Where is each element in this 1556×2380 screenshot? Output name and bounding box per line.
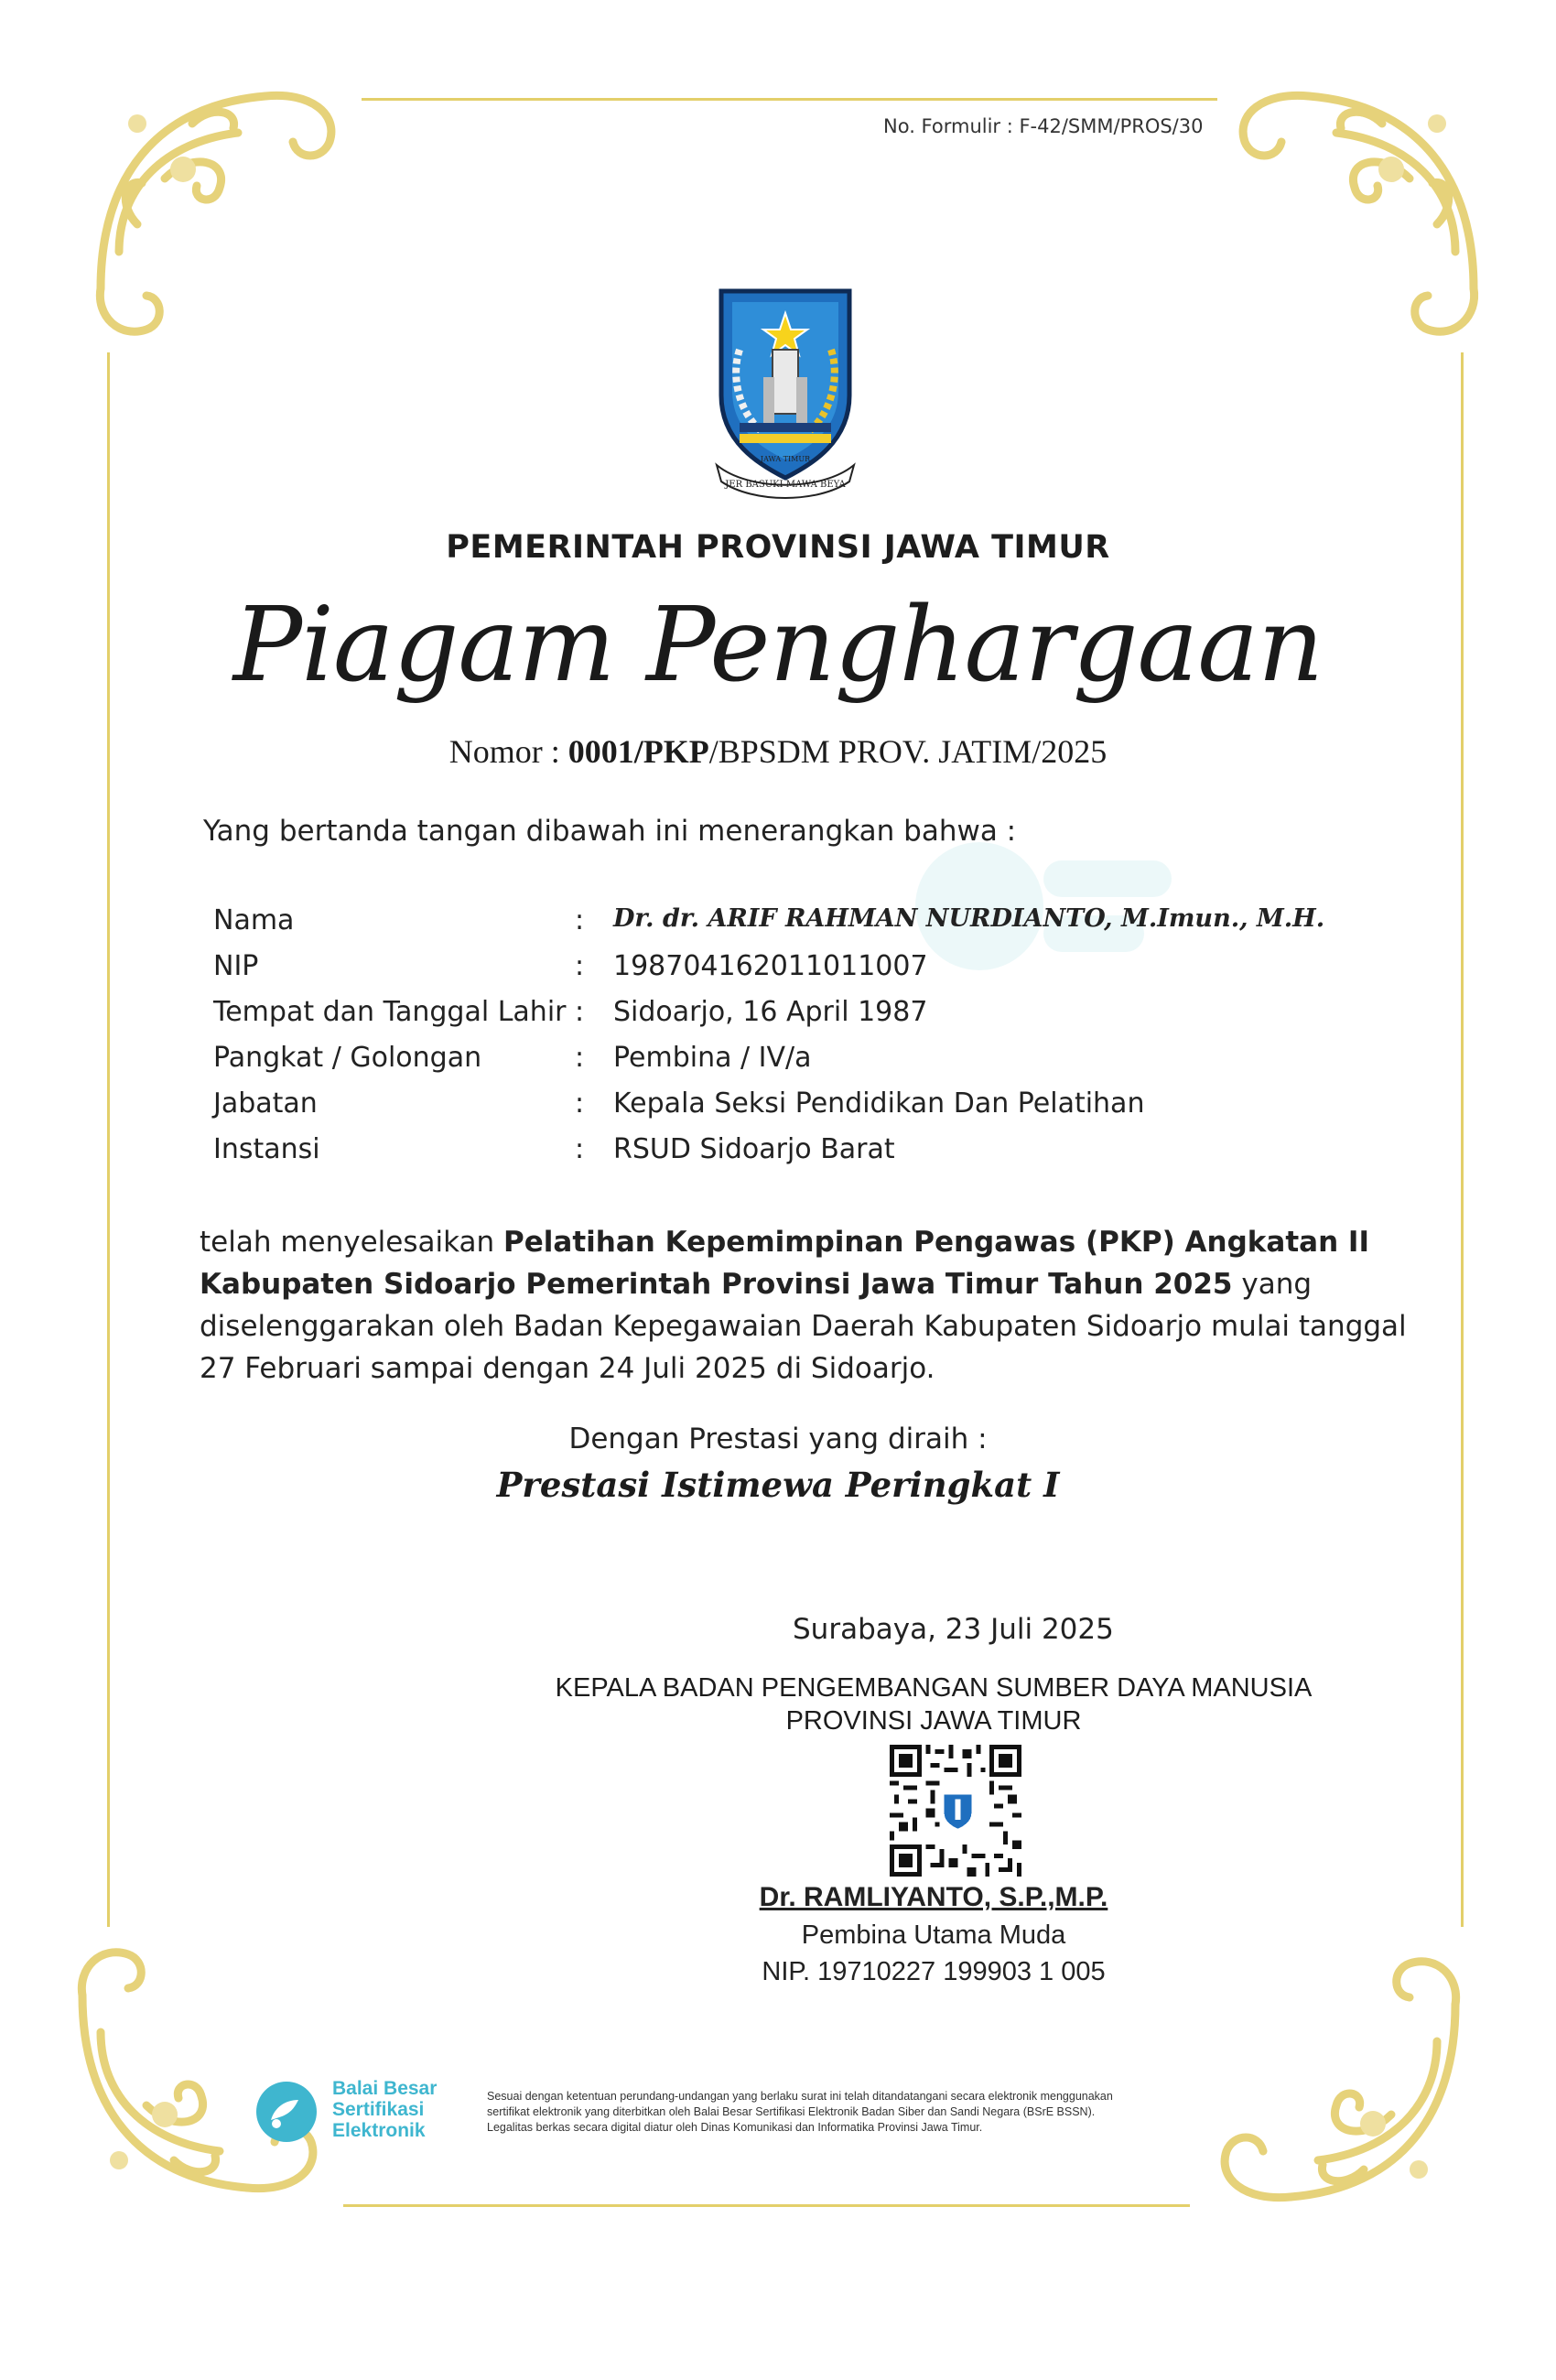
number-value-rest: /BPSDM PROV. JATIM/2025 [708,733,1108,770]
field-label: Tempat dan Tanggal Lahir [213,996,567,1028]
electronic-signature-note [487,2089,1311,2136]
statement-part1: telah menyelesaikan [200,1226,504,1259]
east-java-provincial-emblem-icon [712,286,859,503]
certificate-number [0,732,1556,771]
field-value: RSUD Sidoarjo Barat [613,1133,895,1165]
field-row-nip [213,950,1403,989]
field-label: NIP [213,950,259,982]
field-colon: : [575,1133,585,1165]
intro-statement: Yang bertanda tangan dibawah ini menerangkan bahwa : [203,815,1017,848]
field-colon: : [575,996,585,1028]
emblem-label: JAWA TIMUR [760,455,811,463]
achievement-value: Prestasi Istimewa Peringkat I [496,1465,1060,1505]
signatory-title [513,1671,1355,1737]
form-number: No. Formulir : F-42/SMM/PROS/30 [883,115,1204,137]
frame-top-line [362,98,1217,101]
signatory-nip: NIP. 19710227 199903 1 005 [762,1957,1106,1986]
emblem-motto: JER BASUKI MAWA BEYA [725,480,846,490]
field-value: Sidoarjo, 16 April 1987 [613,996,928,1028]
corner-ornament-bottom-left [64,1941,339,2215]
place-date: Surabaya, 23 Juli 2025 [793,1613,1114,1646]
field-row-nama [213,904,1403,943]
field-value: Pembina / IV/a [613,1042,812,1074]
field-row-rank [213,1042,1403,1080]
statement-training-name: Pelatihan Kepemimpinan Pengawas (PKP) Angkatan II Kabupaten Sidoarjo Pemerintah Provinsi Jawa Timur Tahun 2025 [200,1226,1370,1301]
note-line2: sertifikat elektronik yang diterbitkan oleh Balai Besar Sertifikasi Elektronik Badan Siber dan Sandi Negara (BSrE BSSN). [487,2105,1096,2118]
signatory-name: Dr. RAMLIYANTO, S.P.,M.P. [759,1882,1108,1912]
note-line1: Sesuai dengan ketentuan perundang-undangan yang berlaku surat ini telah ditandatangani secara elektronik menggunakan [487,2090,1113,2103]
qr-code-icon[interactable] [890,1745,1021,1877]
field-row-institution [213,1133,1403,1172]
field-label: Pangkat / Golongan [213,1042,482,1074]
field-colon: : [575,1087,585,1120]
signatory-title-line2: PROVINSI JAWA TIMUR [785,1706,1082,1736]
bsre-logo-icon [254,2080,319,2144]
corner-ornament-top-right [1217,69,1492,343]
corner-ornament-bottom-right [1199,1950,1474,2224]
field-colon: : [575,904,585,936]
signatory-title-line1: KEPALA BADAN PENGEMBANGAN SUMBER DAYA MANUSIA [555,1673,1313,1703]
certificate-title: Piagam Penghargaan [232,586,1324,705]
government-heading: PEMERINTAH PROVINSI JAWA TIMUR [446,529,1110,566]
field-colon: : [575,950,585,982]
completion-statement [200,1221,1408,1390]
corner-ornament-top-left [82,69,357,343]
bsre-name-line2: Sertifikasi [332,2099,425,2120]
frame-bottom-line [343,2204,1190,2207]
bsre-name-line3: Elektronik [332,2120,426,2141]
field-value: Kepala Seksi Pendidikan Dan Pelatihan [613,1087,1145,1120]
achievement-label: Dengan Prestasi yang diraih : [568,1423,988,1455]
number-value-bold: 0001/PKP [567,733,709,770]
number-label: Nomor : [448,733,560,770]
field-value: 198704162011011007 [613,950,928,982]
field-label: Jabatan [213,1087,318,1120]
field-label: Instansi [213,1133,320,1165]
note-line3: Legalitas berkas secara digital diatur oleh Dinas Komunikasi dan Informatika Provinsi Jawa Timur. [487,2121,983,2134]
field-row-position [213,1087,1403,1126]
signatory-rank: Pembina Utama Muda [801,1920,1066,1950]
bsre-name-line1: Balai Besar [332,2078,438,2099]
field-label: Nama [213,904,295,936]
field-colon: : [575,1042,585,1074]
statement-part2: yang diselenggarakan oleh Badan Kepegawaian Daerah Kabupaten Sidoarjo mulai tanggal 27 Februari sampai dengan 24 Juli 2025 di Sidoarjo. [200,1268,1407,1385]
field-row-birth [213,996,1403,1034]
field-value-name: Dr. dr. ARIF RAHMAN NURDIANTO, M.Imun., M.H. [613,904,1325,933]
bsre-name [332,2078,470,2141]
